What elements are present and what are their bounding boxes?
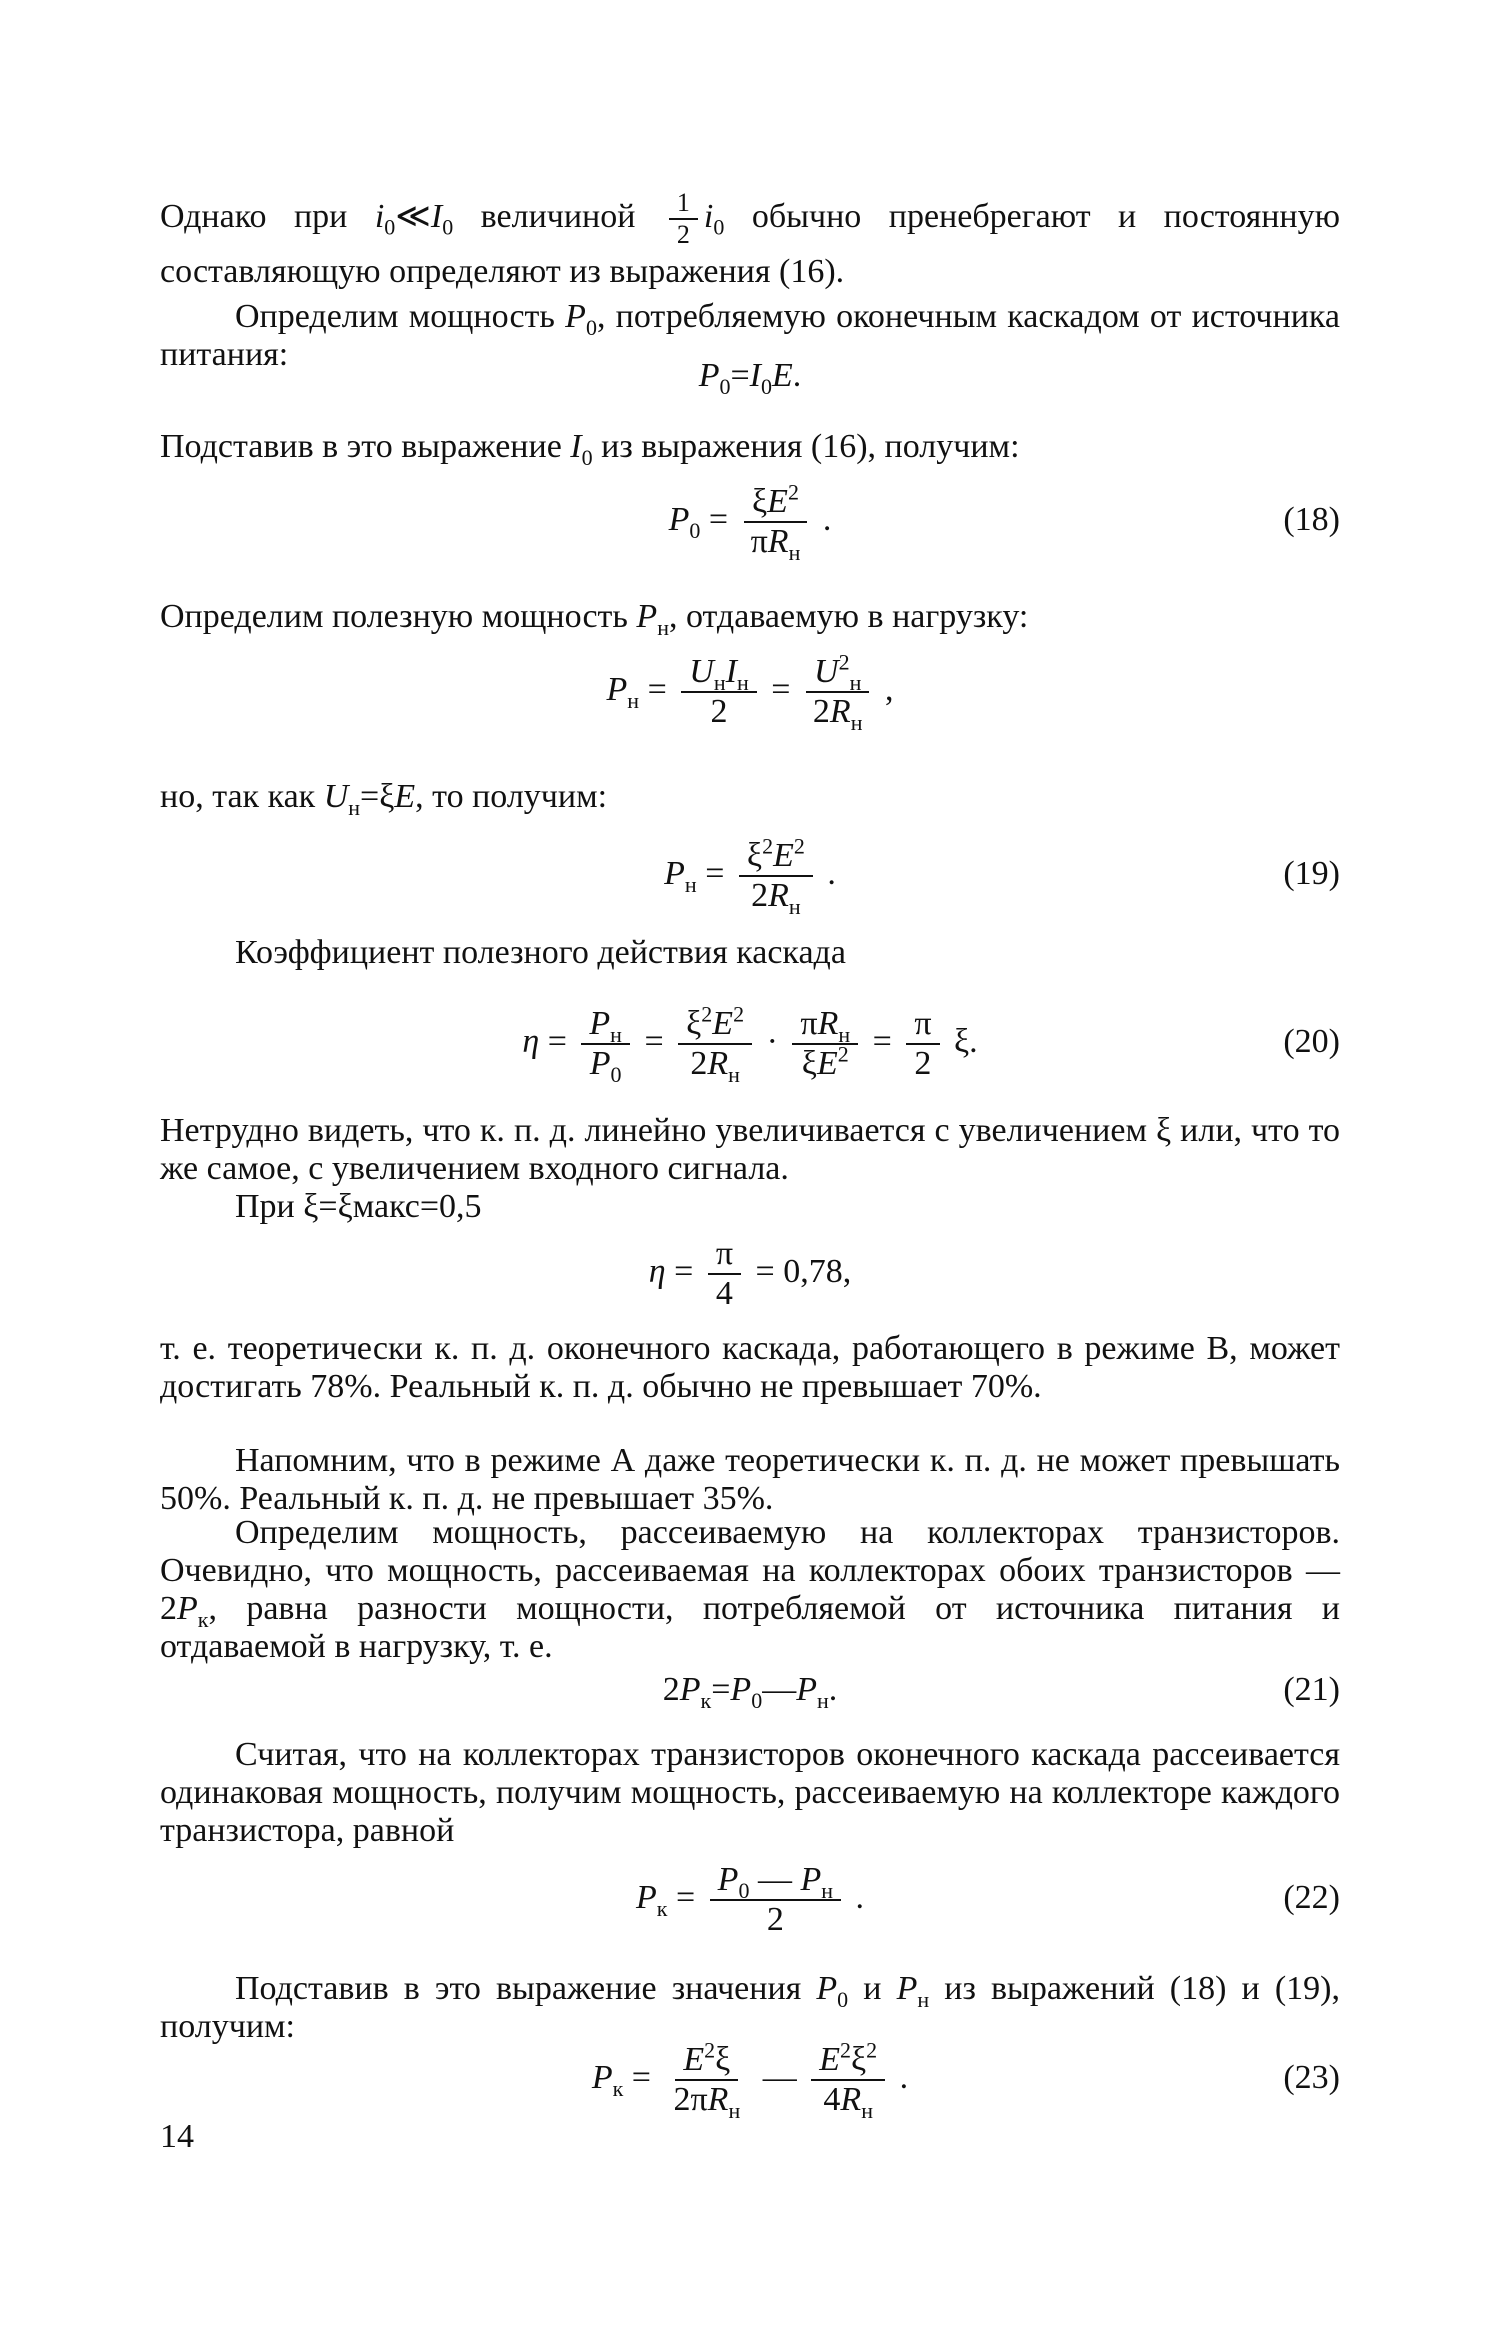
equation-19: $P_н$ = $\frac{\xi^2E^2}{2R_н}$ . (19)	[664, 833, 1340, 919]
paragraph-10: Напомним, что в режиме А даже теоретически к. п. д. не может превышать 50%. Реальный к. п. д. не превышает 35%.	[160, 1442, 1340, 1517]
equation-number: (19)	[1283, 855, 1340, 892]
equation-18: $P_0$ = $\frac{\xi E^2}{\pi R_н}$ . (18)	[668, 479, 1340, 565]
paragraph-3: Подставив в это выражение $I_0$ из выражения (16), получим:	[160, 428, 1020, 470]
equation-number: (23)	[1283, 2059, 1340, 2096]
equation-23: $P_к$ = $\frac{E^2\xi}{2\pi R_н}$ — $\frac{E^2\xi^2}{4R_н}$ . (23)	[591, 2037, 1340, 2123]
paragraph-6: Коэффициент полезного действия каскада	[235, 934, 846, 971]
paragraph-12: Считая, что на коллекторах транзисторов оконечного каскада рассеивается одинаковая мощность, получим мощность, рассеиваемую на коллекторе каждого транзистора, равной	[160, 1736, 1340, 1849]
paragraph-9: т. е. теоретически к. п. д. оконечного каскада, работающего в режиме В, может достигать 78%. Реальный к. п. д. обычно не превышает 70%.	[160, 1330, 1340, 1405]
equation-20: η = $\frac{P_н}{P_0}$ = $\frac{\xi^2E^2}{2R_н}$ · $\frac{\pi R_н}{\xi E^2}$ = $\frac{\pi}{2}$ ξ. (20)	[522, 1001, 1340, 1087]
half-fraction: $\frac{1}{2}$	[669, 190, 698, 248]
paragraph-1: Однако при $i_0≪I_0$ величиной $\frac{1}{2}$ $i_0$ обычно пренебрегают и постоянную составляющую определяют из выражения (16).	[160, 188, 1341, 290]
paragraph-8: При ξ=ξмакс=0,5	[235, 1188, 482, 1225]
paragraph-7: Нетрудно видеть, что к. п. д. линейно увеличивается с увеличением ξ или, что то же самое, с увеличением входного сигнала.	[160, 1112, 1340, 1187]
paragraph-13: Подставив в это выражение значения $P_0$ и $P_н$ из выражений (18) и (19), получим:	[160, 1970, 1340, 2045]
equation-number: (22)	[1283, 1879, 1340, 1916]
paragraph-2: Определим мощность $P_0$, потребляемую оконечным каскадом от источника питания:	[160, 298, 1340, 373]
equation-number: (21)	[1283, 1671, 1340, 1708]
paragraph-11: Определим мощность, рассеиваемую на коллекторах транзисторов. Очевидно, что мощность, рассеиваемая на коллекторах обоих транзисторов — $2P_к$, равна разности мощности, потребляемой от источника питания и отдаваемой в нагрузку, т. е.	[160, 1514, 1340, 1665]
equation-pn-general: $P_н$ = $\frac{U_нI_н}{2}$ = $\frac{U^2_н}{2R_н}$ ,	[606, 649, 894, 735]
equation-p0: $P_0=I_0E$.	[698, 357, 802, 399]
equation-21: $2P_к=P_0—P_н$. (21)	[0, 1652, 1500, 1728]
page-number: 14	[160, 2118, 194, 2155]
equation-number: (20)	[1283, 1023, 1340, 1060]
paragraph-5: но, так как $U_н=\xi E$, то получим:	[160, 778, 608, 820]
equation-eta-value: η = $\frac{\pi}{4}$ = 0,78,	[648, 1235, 852, 1313]
equation-22: $P_к$ = $\frac{P_0 — P_н}{2}$ . (22)	[635, 1861, 1340, 1939]
equation-number: (18)	[1283, 501, 1340, 538]
paragraph-4: Определим полезную мощность $P_н$, отдаваемую в нагрузку:	[160, 598, 1029, 640]
